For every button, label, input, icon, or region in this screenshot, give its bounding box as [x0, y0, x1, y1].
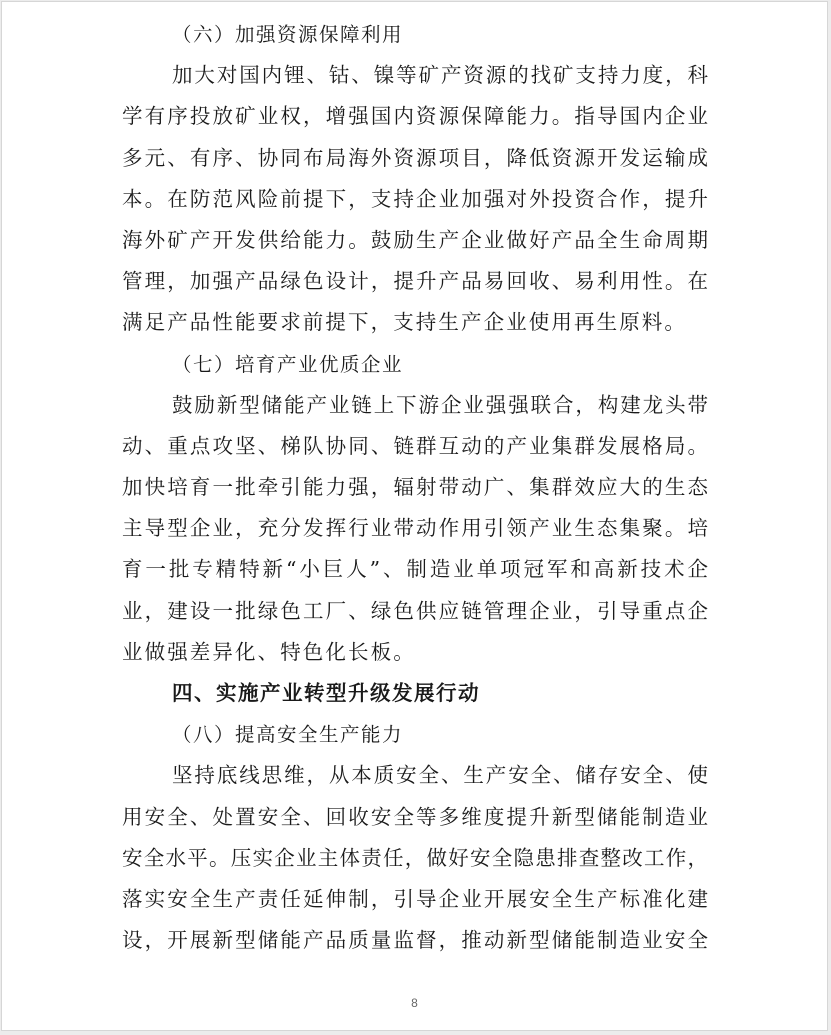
paragraph-line: 业做强差异化、特色化长板。 — [122, 639, 416, 664]
paragraph-line: 多元、有序、协同布局海外资源项目，降低资源开发运输成 — [122, 145, 708, 170]
document-body — [122, 14, 708, 961]
paragraph-line: 业，建设一批绿色工厂、绿色供应链管理企业，引导重点企 — [122, 598, 708, 623]
paragraph-line: 加大对国内锂、钴、镍等矿产资源的找矿支持力度，科 — [172, 63, 708, 88]
paragraph-line: 安全水平。压实企业主体责任，做好安全隐患排查整改工作， — [122, 845, 708, 870]
paragraph-line: 加快培育一批牵引能力强，辐射带动广、集群效应大的生态 — [122, 475, 708, 500]
paragraph-line: 鼓励新型储能产业链上下游企业强强联合，构建龙头带 — [172, 392, 708, 417]
page-number: 8 — [411, 996, 418, 1010]
section-heading-8: （八）提高安全生产能力 — [172, 723, 404, 747]
paragraph-line: 管理，加强产品绿色设计，提升产品易回收、易利用性。在 — [122, 269, 708, 294]
section-heading-6: （六）加强资源保障利用 — [172, 23, 404, 46]
paragraph-line: 育一批专精特新“小巨人”、制造业单项冠军和高新技术企 — [122, 557, 708, 582]
paragraph-line: 满足产品性能要求前提下，支持生产企业使用再生原料。 — [122, 310, 687, 335]
paragraph-line: 用安全、处置安全、回收安全等多维度提升新型储能制造业 — [122, 804, 708, 829]
document-page — [1, 1, 828, 1031]
paragraph-line: 落实安全生产责任延伸制，引导企业开展安全生产标准化建 — [122, 886, 708, 911]
paragraph-line: 主导型企业，充分发挥行业带动作用引领产业生态集聚。培 — [122, 516, 708, 541]
section-heading-7: （七）培育产业优质企业 — [172, 352, 404, 376]
paragraph-line: 动、重点攻坚、梯队协同、链群互动的产业集群发展格局。 — [122, 433, 708, 458]
paragraph-line: 设，开展新型储能产品质量监督，推动新型储能制造业安全 — [122, 928, 708, 953]
paragraph-line: 学有序投放矿业权，增强国内资源保障能力。指导国内企业 — [122, 104, 708, 129]
chapter-heading-4: 四、实施产业转型升级发展行动 — [172, 681, 480, 705]
paragraph-line: 本。在防范风险前提下，支持企业加强对外投资合作，提升 — [122, 186, 708, 211]
paragraph-line: 海外矿产开发供给能力。鼓励生产企业做好产品全生命周期 — [122, 227, 708, 252]
paragraph-line: 坚持底线思维，从本质安全、生产安全、储存安全、使 — [172, 763, 708, 788]
